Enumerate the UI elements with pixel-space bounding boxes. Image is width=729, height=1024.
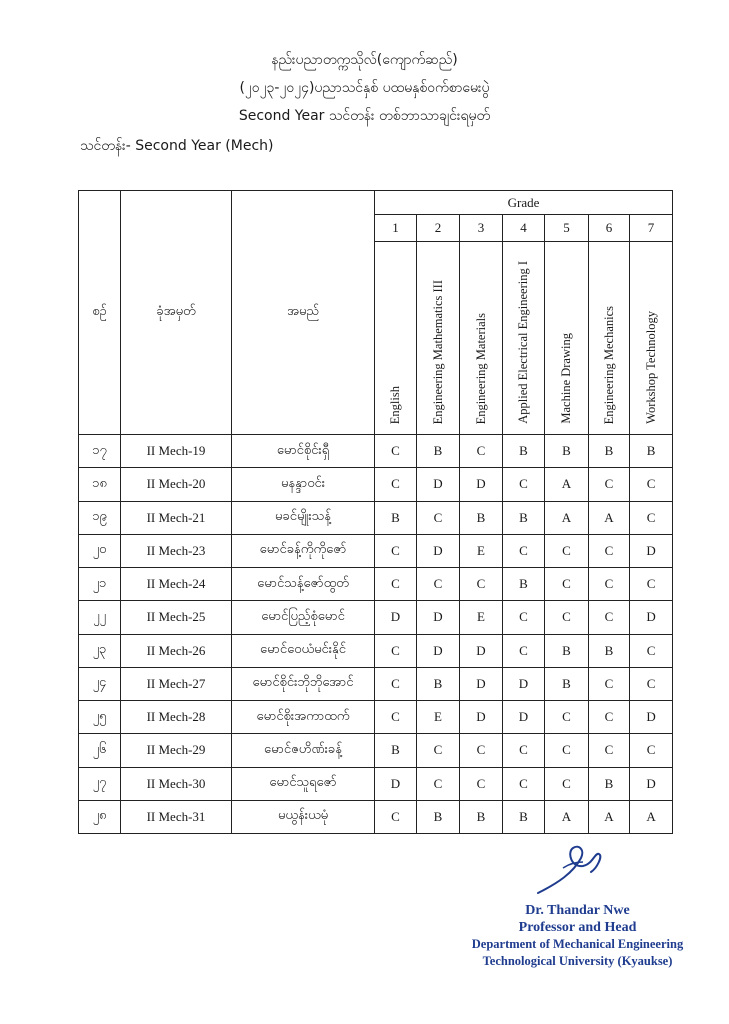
grade-cell: B [545,667,589,700]
table-row [79,501,673,534]
grade-cell: C [589,534,630,567]
student-name-cell: မနန္ဒာဝင်း [232,468,375,501]
subject-name-2 [417,242,460,435]
grade-cell: C [545,601,589,634]
roll-no-cell: II Mech-20 [121,468,232,501]
subject-name-text: Engineering Mathematics III [430,279,445,424]
grade-cell: C [460,734,503,767]
subject-name-5 [545,242,589,435]
grade-cell: D [460,468,503,501]
class-label: သင်တန်း- Second Year (Mech) [80,138,274,154]
grade-cell: C [375,435,417,468]
grade-table [78,190,673,834]
serial-no-cell: ၂၂ [79,601,121,634]
grade-cell: D [460,667,503,700]
student-name-cell: မောင်စိုးအကာထက် [232,701,375,734]
roll-no-cell: II Mech-24 [121,568,232,601]
subject-name-text: Workshop Technology [643,311,658,424]
table-row [79,568,673,601]
subject-name-text: Engineering Mechanics [601,305,616,424]
grade-cell: B [589,634,630,667]
serial-no-cell: ၂၀ [79,534,121,567]
student-name-cell: မောင်စိုင်းရှီ [232,435,375,468]
grade-cell: C [630,634,673,667]
serial-no-cell: ၁၇ [79,435,121,468]
grade-cell: C [417,568,460,601]
table-row [79,800,673,833]
student-name-cell: မောင်စိုင်းဘိုဘိုအောင် [232,667,375,700]
serial-no-cell: ၂၃ [79,634,121,667]
grade-cell: D [630,534,673,567]
grade-cell: C [545,701,589,734]
grade-cell: C [375,800,417,833]
grade-cell: C [417,767,460,800]
student-name-cell: မောင်သန့်ဇော်ထွတ် [232,568,375,601]
signatory-university: Technological University (Kyaukse) [482,954,673,968]
grade-cell: C [503,767,545,800]
exam-title: (၂၀၂၃-၂၀၂၄)ပညာသင်နှစ် ပထမနှစ်ဝက်စာမေးပွဲ [239,80,490,96]
roll-no-cell: II Mech-29 [121,734,232,767]
signatory-title: Professor and Head [518,920,637,935]
student-name-cell: မောင်ဇဟိဏ်းခန့် [232,734,375,767]
signatory-name: Dr. Thandar Nwe [525,903,630,918]
grade-cell: C [630,667,673,700]
grade-cell: B [375,501,417,534]
grade-cell: B [630,435,673,468]
serial-no-cell: ၂၈ [79,800,121,833]
grade-cell: C [589,734,630,767]
grade-cell: B [417,800,460,833]
subject-name-7 [630,242,673,435]
subject-number-7: 7 [630,215,673,242]
roll-no-header: ခုံအမှတ် [121,191,232,435]
student-name-header: အမည် [232,191,375,435]
subject-name-text: Machine Drawing [559,333,573,424]
grade-cell: D [460,634,503,667]
grade-cell: D [417,634,460,667]
serial-no-cell: ၁၈ [79,468,121,501]
grade-cell: B [417,435,460,468]
grade-cell: D [460,701,503,734]
grade-cell: B [460,501,503,534]
table-row [79,634,673,667]
student-name-cell: မောင်ပြည့်စုံမောင် [232,601,375,634]
university-title: နည်းပညာတက္ကသိုလ်(ကျောက်ဆည်) [271,52,458,68]
table-row [79,734,673,767]
grade-cell: C [630,501,673,534]
roll-no-cell: II Mech-27 [121,667,232,700]
serial-no-cell: ၂၆ [79,734,121,767]
grade-cell: D [630,601,673,634]
table-row [79,701,673,734]
roll-no-cell: II Mech-31 [121,800,232,833]
serial-no-cell: ၁၉ [79,501,121,534]
roll-no-cell: II Mech-19 [121,435,232,468]
grade-cell: B [503,800,545,833]
grade-cell: B [503,501,545,534]
grade-cell: C [589,701,630,734]
table-row [79,767,673,800]
subject-number-1: 1 [375,215,417,242]
grade-cell: C [460,767,503,800]
student-name-cell: မောင်သူရဇော် [232,767,375,800]
table-row [79,468,673,501]
grade-cell: C [545,767,589,800]
grade-cell: C [417,501,460,534]
grade-cell: A [545,501,589,534]
roll-no-cell: II Mech-25 [121,601,232,634]
subject-number-5: 5 [545,215,589,242]
subject-name-text: Engineering Materials [473,312,488,424]
grade-cell: A [589,800,630,833]
grade-cell: C [630,468,673,501]
grade-cell: B [375,734,417,767]
grade-cell: E [460,534,503,567]
subject-number-2: 2 [417,215,460,242]
serial-no-header: စဉ် [79,191,121,435]
subject-name-text: English [388,385,402,424]
grade-cell: B [503,435,545,468]
table-row [79,534,673,567]
signatory-department: Department of Mechanical Engineering [471,937,684,951]
grade-cell: D [417,468,460,501]
grade-cell: B [460,800,503,833]
grade-cell: C [375,701,417,734]
subject-number-3: 3 [460,215,503,242]
grade-cell: A [589,501,630,534]
roll-no-cell: II Mech-23 [121,534,232,567]
grade-rows [79,435,673,834]
grade-cell: C [417,734,460,767]
grade-cell: B [545,634,589,667]
serial-no-cell: ၂၅ [79,701,121,734]
grade-cell: C [589,468,630,501]
table-row [79,435,673,468]
subject-name-6 [589,242,630,435]
grade-cell: C [589,667,630,700]
grade-cell: B [503,568,545,601]
grade-cell: B [417,667,460,700]
grade-cell: C [589,601,630,634]
grade-cell: C [589,568,630,601]
grade-cell: C [375,667,417,700]
serial-no-cell: ၂၇ [79,767,121,800]
grade-cell: C [460,435,503,468]
grade-cell: D [503,667,545,700]
subject-name-4 [503,242,545,435]
grade-cell: E [460,601,503,634]
document-title: Second Year သင်တန်း တစ်ဘာသာချင်းရမှတ် [238,108,491,124]
grade-cell: B [589,435,630,468]
roll-no-cell: II Mech-21 [121,501,232,534]
table-row [79,601,673,634]
grade-cell: C [545,534,589,567]
serial-no-cell: ၂၄ [79,667,121,700]
grade-cell: D [417,601,460,634]
grade-cell: C [545,568,589,601]
subject-name-1 [375,242,417,435]
grade-cell: E [417,701,460,734]
grade-cell: C [375,534,417,567]
roll-no-cell: II Mech-28 [121,701,232,734]
student-name-cell: မောင်ဝေယံမင်းနိုင် [232,634,375,667]
subject-number-6: 6 [589,215,630,242]
grade-cell: C [375,468,417,501]
student-name-cell: မခင်မျိုးသန့် [232,501,375,534]
student-name-cell: မောင်ခန့်ကိုကိုဇော် [232,534,375,567]
grade-cell: D [630,701,673,734]
grade-cell: D [375,601,417,634]
grade-cell: D [417,534,460,567]
grade-cell: C [503,534,545,567]
roll-no-cell: II Mech-30 [121,767,232,800]
grade-cell: A [545,468,589,501]
grade-cell: C [630,734,673,767]
grade-cell: C [503,634,545,667]
subject-name-text: Applied Electrical Engineering I [516,261,530,424]
roll-no-cell: II Mech-26 [121,634,232,667]
grade-cell: C [545,734,589,767]
subject-number-4: 4 [503,215,545,242]
grade-cell: C [503,601,545,634]
grade-cell: C [375,634,417,667]
grade-cell: D [630,767,673,800]
grade-cell: D [375,767,417,800]
grade-cell: C [460,568,503,601]
student-name-cell: မယွန်းယမုံ [232,800,375,833]
grade-cell: C [375,568,417,601]
grade-cell: A [545,800,589,833]
table-row [79,667,673,700]
grade-cell: B [545,435,589,468]
grade-cell: C [503,468,545,501]
grade-cell: D [503,701,545,734]
grade-cell: B [589,767,630,800]
grade-cell: C [503,734,545,767]
serial-no-cell: ၂၁ [79,568,121,601]
signature-mark [533,838,613,898]
signature-block [470,902,685,970]
subject-name-3 [460,242,503,435]
grade-cell: A [630,800,673,833]
grade-cell: C [630,568,673,601]
grade-header: Grade [375,191,673,215]
